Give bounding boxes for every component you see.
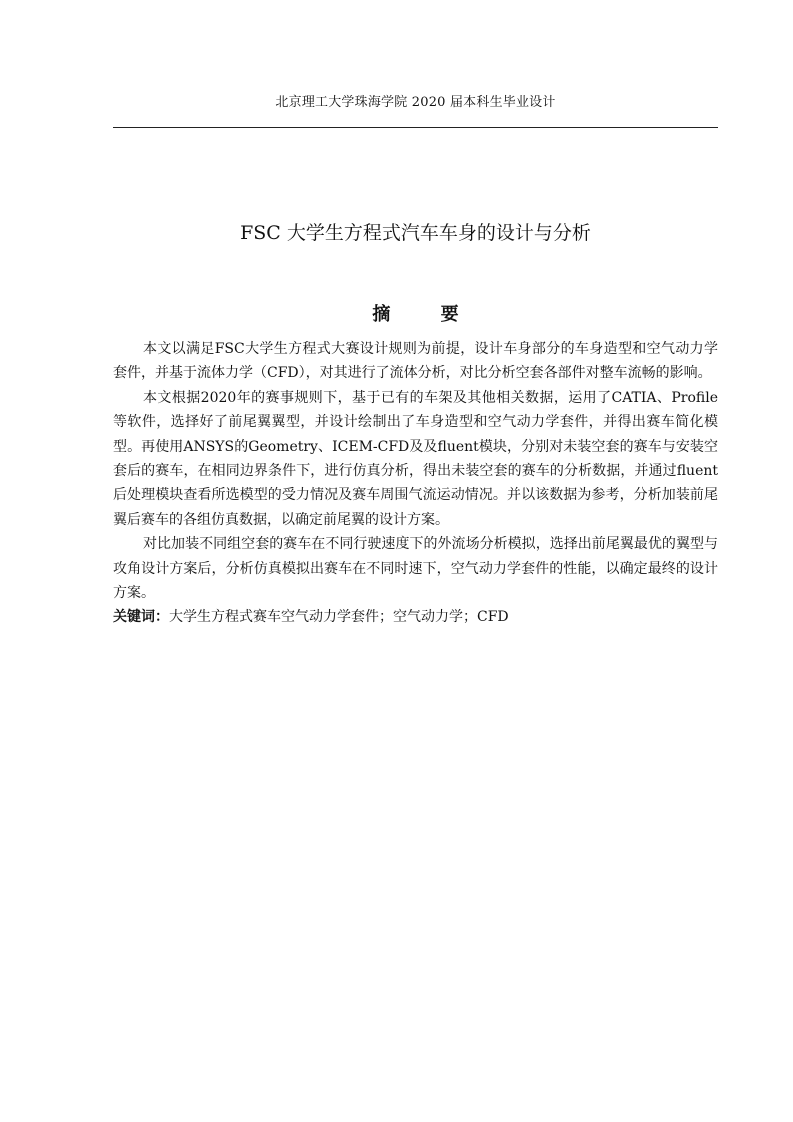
header-rule xyxy=(113,127,718,128)
keywords-line xyxy=(113,605,718,629)
abstract-heading: 摘 要 xyxy=(372,304,481,325)
abstract-paragraph-3: 对比加装不同组空套的赛车在不同行驶速度下的外流场分析模拟，选择出前尾翼最优的翼型与攻角设计方案后，分析仿真模拟出赛车在不同时速下，空气动力学套件的性能，以确定最终的设计方案。 xyxy=(113,536,718,602)
abstract-body xyxy=(113,337,718,630)
abstract-paragraph-1: 本文以满足FSC大学生方程式大赛设计规则为前提，设计车身部分的车身造型和空气动力学套件，并基于流体力学（CFD），对其进行了流体分析，对比分析空套各部件对整车流畅的影响。 xyxy=(113,341,718,382)
keywords-label: 关键词： xyxy=(113,609,169,626)
running-header: 北京理工大学珠海学院 2020 届本科生毕业设计 xyxy=(275,95,556,110)
abstract-paragraph-2: 本文根据2020年的赛事规则下，基于已有的车架及其他相关数据，运用了CATIA、Profile等软件，选择好了前尾翼翼型，并设计绘制出了车身造型和空气动力学套件，并得出赛车简化模型。再使用ANSYS的Geometry、ICEM-CFD及及fluent模块，分别对未装空套的赛车与安装空套后的赛车，在相同边界条件下，进行仿真分析，得出未装空套的赛车的分析数据，并通过fluent后处理模块查看所选模型的受力情况及赛车周围气流运动情况。并以该数据为参考，分析加装前尾翼后赛车的各组仿真数据，以确定前尾翼的设计方案。 xyxy=(113,389,718,528)
paper-title: FSC 大学生方程式汽车车身的设计与分析 xyxy=(240,222,591,244)
keywords-text: 大学生方程式赛车空气动力学套件；空气动力学；CFD xyxy=(169,609,509,626)
